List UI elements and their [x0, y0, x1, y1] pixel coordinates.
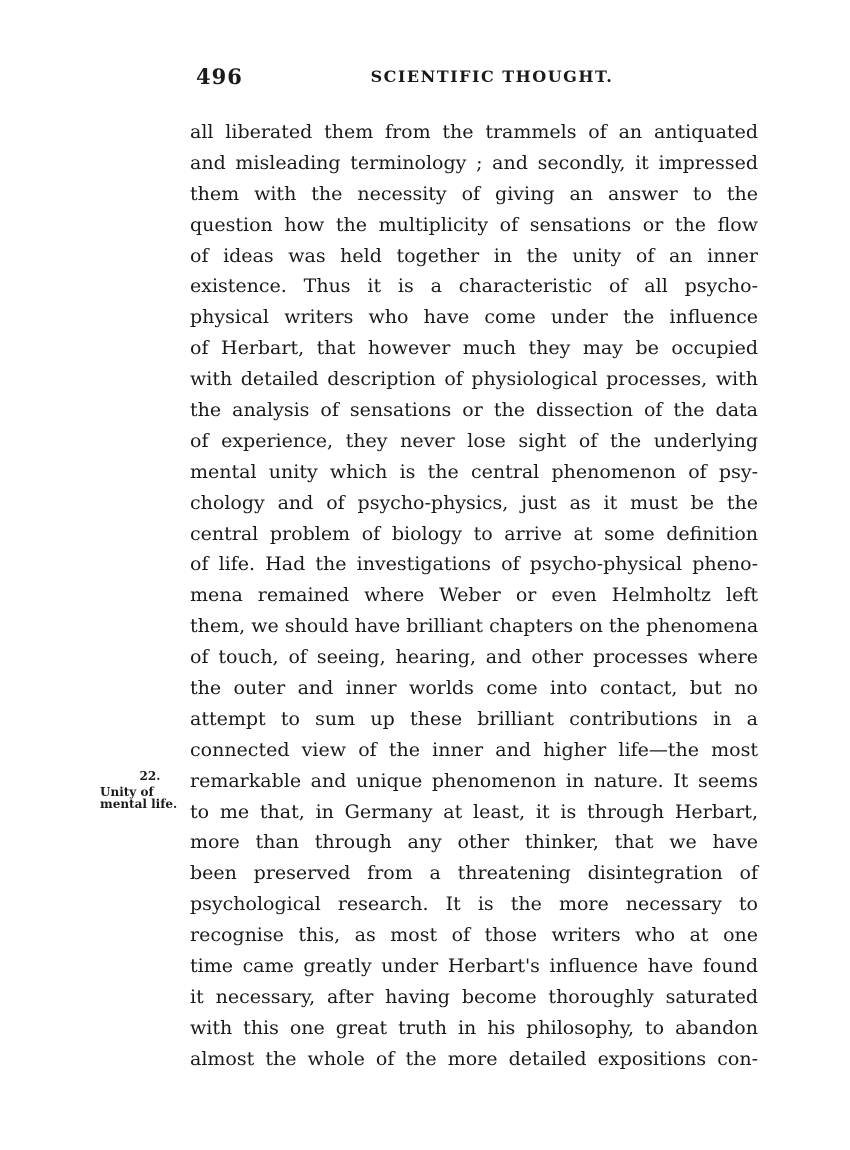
- running-head: SCIENTIFIC THOUGHT.: [370, 67, 614, 86]
- text-line: almost the whole of the more detailed expositions con-: [190, 1047, 758, 1070]
- text-line: it necessary, after having become thoroughly saturated: [190, 985, 758, 1008]
- text-line: of Herbart, that however much they may be occupied: [190, 337, 758, 360]
- text-line: and misleading terminology ; and secondly, it impressed: [190, 151, 758, 174]
- text-line: of life. Had the investigations of psycho-physical pheno-: [190, 553, 758, 576]
- text-line: of touch, of seeing, hearing, and other processes where: [190, 646, 758, 669]
- margin-note-label-line1: Unity of: [100, 785, 154, 799]
- margin-note: [100, 770, 180, 810]
- text-line: been preserved from a threatening disintegration of: [190, 862, 758, 885]
- text-line: recognise this, as most of those writers who at one: [190, 924, 758, 947]
- text-line: all liberated them from the trammels of an antiquated: [190, 121, 758, 143]
- text-line: chology and of psycho-physics, just as it must be the: [190, 491, 758, 514]
- text-line: central problem of biology to arrive at some definition: [190, 522, 758, 545]
- page-header: [190, 64, 758, 92]
- text-line: existence. Thus it is a characteristic of all psycho-: [190, 275, 758, 298]
- text-line: mena remained where Weber or even Helmholtz left: [190, 584, 758, 607]
- text-line: the outer and inner worlds come into contact, but no: [190, 677, 758, 700]
- text-line: more than through any other thinker, that we have: [190, 831, 758, 854]
- text-line: them, we should have brilliant chapters on the phenomena: [190, 615, 759, 638]
- text-line: of ideas was held together in the unity of an inner: [190, 244, 758, 267]
- margin-note-number: 22.: [139, 769, 161, 783]
- text-line: of experience, they never lose sight of the underlying: [190, 429, 758, 452]
- text-line: to me that, in Germany at least, it is through Herbart,: [190, 800, 758, 823]
- margin-note-label-line2: mental life.: [100, 797, 178, 811]
- text-line: with detailed description of physiological processes, with: [190, 368, 758, 391]
- page-number: 496: [196, 64, 243, 89]
- text-line: psychological research. It is the more necessary to: [190, 893, 758, 916]
- text-line: attempt to sum up these brilliant contributions in a: [190, 707, 758, 730]
- text-line: mental unity which is the central phenomenon of psy-: [190, 460, 758, 483]
- text-line: with this one great truth in his philosophy, to abandon: [190, 1016, 758, 1039]
- text-line: remarkable and unique phenomenon in nature. It seems: [190, 769, 758, 792]
- text-line: connected view of the inner and higher life—the most: [190, 738, 758, 761]
- body-text: [190, 117, 758, 1075]
- text-line: the analysis of sensations or the dissection of the data: [190, 399, 758, 422]
- text-line: physical writers who have come under the influence: [190, 306, 758, 329]
- text-line: them with the necessity of giving an answer to the: [190, 182, 758, 205]
- text-line: time came greatly under Herbart's influence have found: [190, 955, 758, 978]
- text-line: question how the multiplicity of sensations or the flow: [190, 213, 758, 236]
